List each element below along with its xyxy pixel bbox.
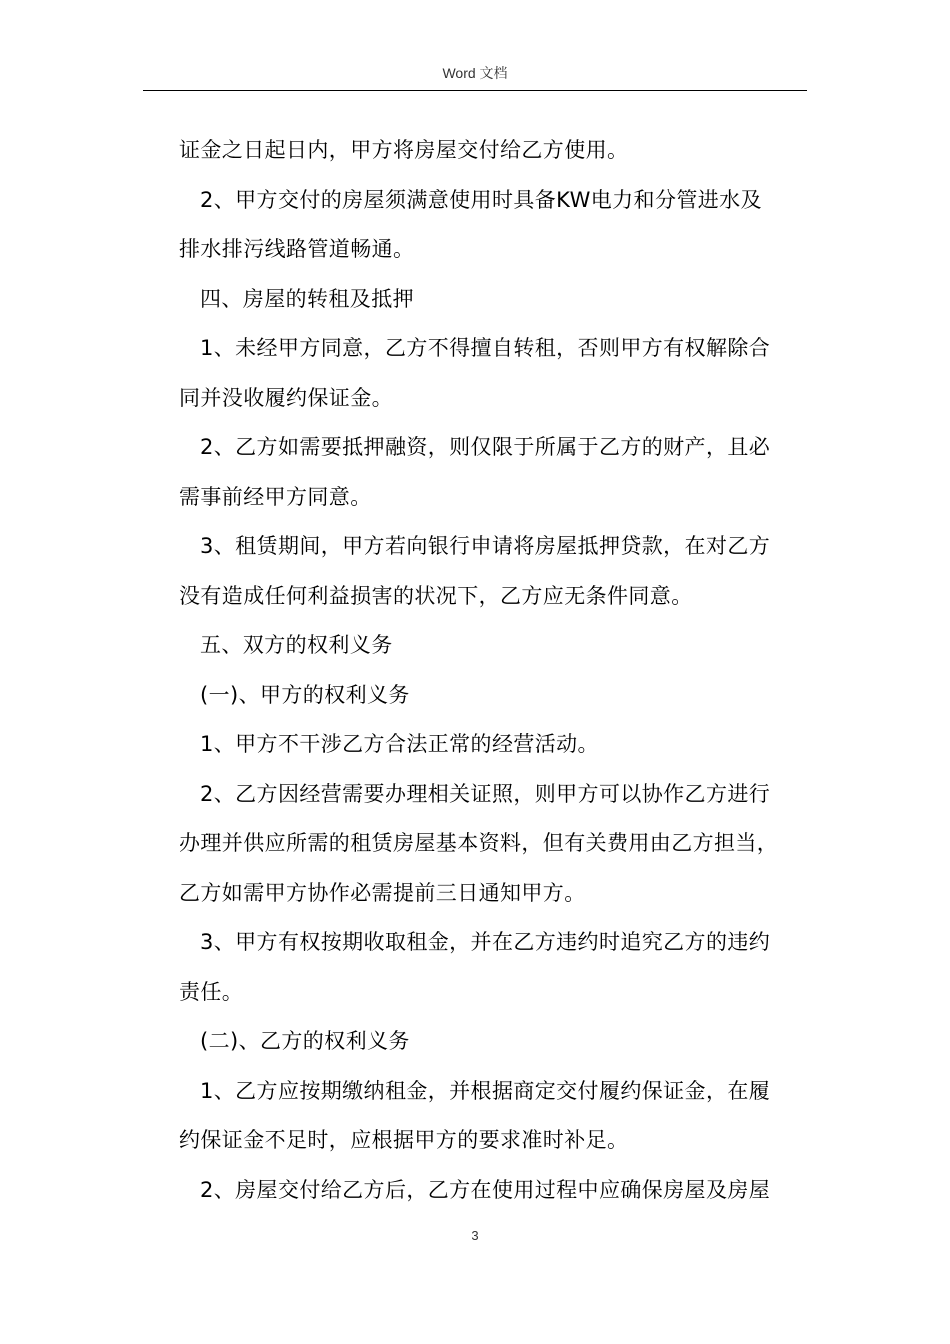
paragraph-line: 四、房屋的转租及抵押 [200, 286, 414, 311]
paragraph-line: 3、租赁期间，甲方若向银行申请将房屋抵押贷款，在对乙方 [200, 534, 771, 558]
paragraph-line: 2、甲方交付的房屋须满意使用时具备KW电力和分管进水及 [200, 187, 762, 212]
paragraph-line: 同并没收履约保证金。 [179, 385, 393, 410]
paragraph-line: 乙方如需甲方协作必需提前三日通知甲方。 [179, 880, 586, 905]
paragraph-line: 1、甲方不干涉乙方合法正常的经营活动。 [200, 732, 599, 756]
document-body [179, 126, 791, 1215]
paragraph-line: 排水排污线路管道畅通。 [179, 237, 415, 261]
paragraph-line: 1、乙方应按期缴纳租金，并根据商定交付履约保证金，在履 [200, 1078, 771, 1103]
paragraph-line: 2、乙方因经营需要办理相关证照，则甲方可以协作乙方进行 [200, 781, 771, 806]
paragraph-line: 办理并供应所需的租赁房屋基本资料，但有关费用由乙方担当， [179, 831, 779, 855]
paragraph-line: 责任。 [179, 979, 244, 1004]
paragraph-line: 约保证金不足时，应根据甲方的要求准时补足。 [179, 1128, 629, 1152]
paragraph-line: 五、双方的权利义务 [200, 633, 393, 657]
paragraph-line: 2、房屋交付给乙方后，乙方在使用过程中应确保房屋及房屋 [200, 1177, 771, 1202]
paragraph-line: 需事前经甲方同意。 [179, 484, 372, 509]
page-header: Word 文档 [143, 62, 807, 91]
paragraph-line: 证金之日起日内，甲方将房屋交付给乙方使用。 [179, 138, 629, 162]
paragraph-line: 3、甲方有权按期收取租金，并在乙方违约时追究乙方的违约 [200, 930, 771, 954]
paragraph-line: (二)、乙方的权利义务 [200, 1029, 410, 1053]
page-number: 3 [471, 1228, 479, 1243]
paragraph-line: (一)、甲方的权利义务 [200, 682, 410, 707]
paragraph-line: 2、乙方如需要抵押融资，则仅限于所属于乙方的财产，且必 [200, 435, 771, 459]
paragraph-line: 1、未经甲方同意，乙方不得擅自转租，否则甲方有权解除合 [200, 336, 771, 360]
paragraph-line: 没有造成任何利益损害的状况下，乙方应无条件同意。 [179, 583, 693, 608]
